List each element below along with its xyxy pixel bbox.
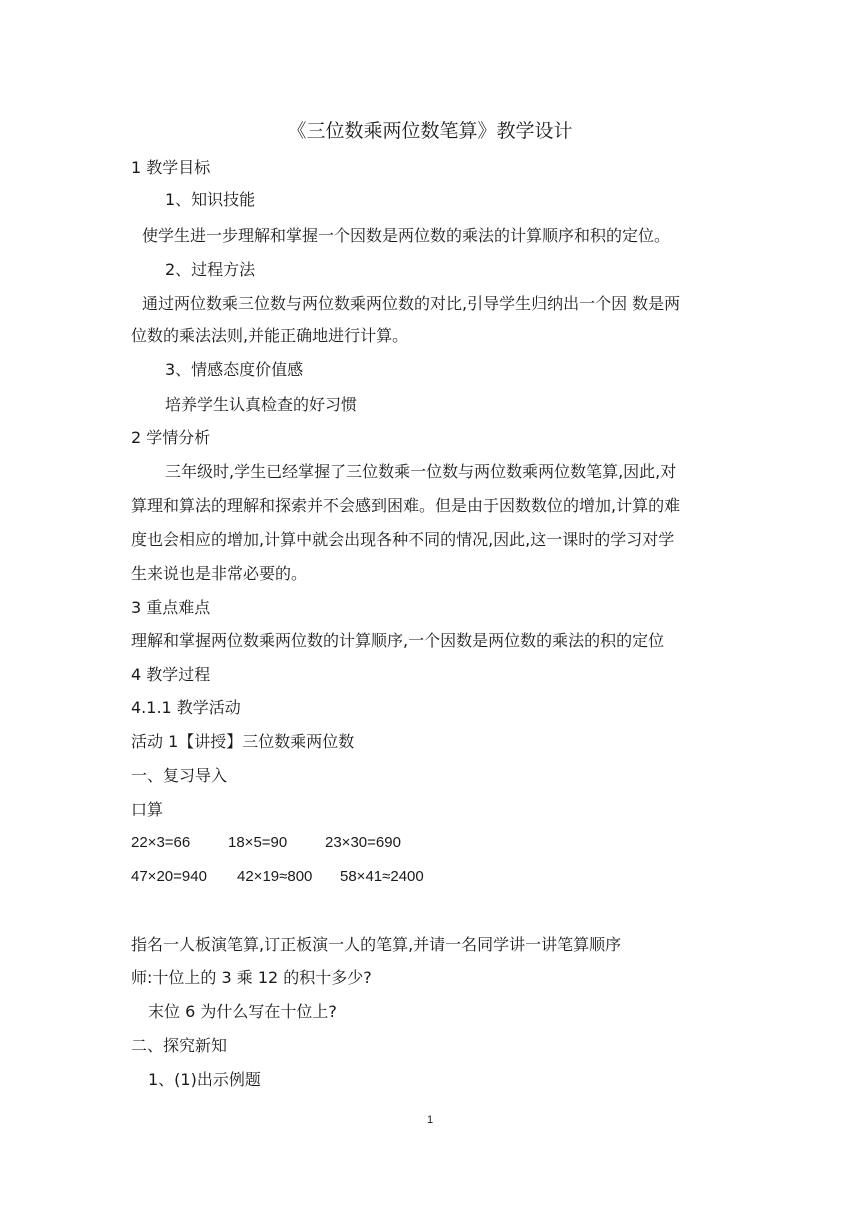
- calc-row-2: [131, 866, 531, 888]
- subheading-teaching-activity: 4.1.1 教学活动: [131, 698, 241, 717]
- paragraph-instruction: 指名一人板演笔算,订正板演一人的笔算,并请一名同学讲一讲笔算顺序: [131, 935, 622, 954]
- paragraph-process-method-line1: 通过两位数乘三位数与两位数乘两位数的对比,引导学生归纳出一个因 数是两: [142, 294, 681, 313]
- calc-item: 22×3=66: [131, 834, 191, 851]
- paragraph-process-method-line2: 位数的乘法法则,并能正确地进行计算。: [131, 326, 409, 345]
- section-heading-teaching-process: 4 教学过程: [131, 665, 211, 684]
- oral-calc-label: 口算: [131, 800, 164, 819]
- activity-title: 活动 1【讲授】三位数乘两位数: [131, 732, 355, 751]
- paragraph-analysis-line4: 生来说也是非常必要的。: [131, 564, 308, 583]
- subheading-knowledge-skills: 1、知识技能: [165, 190, 256, 209]
- page-number: 1: [426, 1114, 434, 1126]
- calc-item: 18×5=90: [228, 834, 288, 851]
- section-heading-objectives: 1 教学目标: [131, 158, 211, 177]
- example-label: 1、(1)出示例题: [148, 1070, 261, 1089]
- calc-item: 47×20=940: [131, 868, 207, 885]
- paragraph-analysis-line2: 算理和算法的理解和探索并不会感到困难。但是由于因数数位的增加,计算的难: [131, 496, 681, 515]
- paragraph-analysis-line3: 度也会相应的增加,计算中就会出现各种不同的情况,因此,这一课时的学习对学: [131, 530, 675, 549]
- section-heading-key-points: 3 重点难点: [131, 598, 211, 617]
- document-title: 《三位数乘两位数笔算》教学设计: [287, 120, 573, 142]
- calc-item: 58×41≈2400: [340, 868, 424, 885]
- section-heading-analysis: 2 学情分析: [131, 428, 211, 447]
- subheading-attitude-values: 3、情感态度价值感: [165, 360, 304, 379]
- part-review-intro: 一、复习导入: [131, 766, 228, 785]
- teacher-question-1: 师:十位上的 3 乘 12 的积十多少?: [131, 968, 372, 987]
- calc-row-1: [131, 832, 531, 854]
- calc-item: 23×30=690: [325, 834, 401, 851]
- paragraph-analysis-line1: 三年级时,学生已经掌握了三位数乘一位数与两位数乘两位数笔算,因此,对: [165, 462, 677, 481]
- paragraph-attitude-values: 培养学生认真检查的好习惯: [165, 395, 358, 414]
- paragraph-key-points: 理解和掌握两位数乘两位数的计算顺序,一个因数是两位数的乘法的积的定位: [131, 631, 665, 650]
- subheading-process-method: 2、过程方法: [165, 260, 256, 279]
- calc-item: 42×19≈800: [237, 868, 313, 885]
- paragraph-knowledge-skills: 使学生进一步理解和掌握一个因数是两位数的乘法的计算顺序和积的定位。: [142, 226, 671, 245]
- part-explore-new: 二、探究新知: [131, 1036, 228, 1055]
- teacher-question-2: 末位 6 为什么写在十位上?: [148, 1002, 337, 1021]
